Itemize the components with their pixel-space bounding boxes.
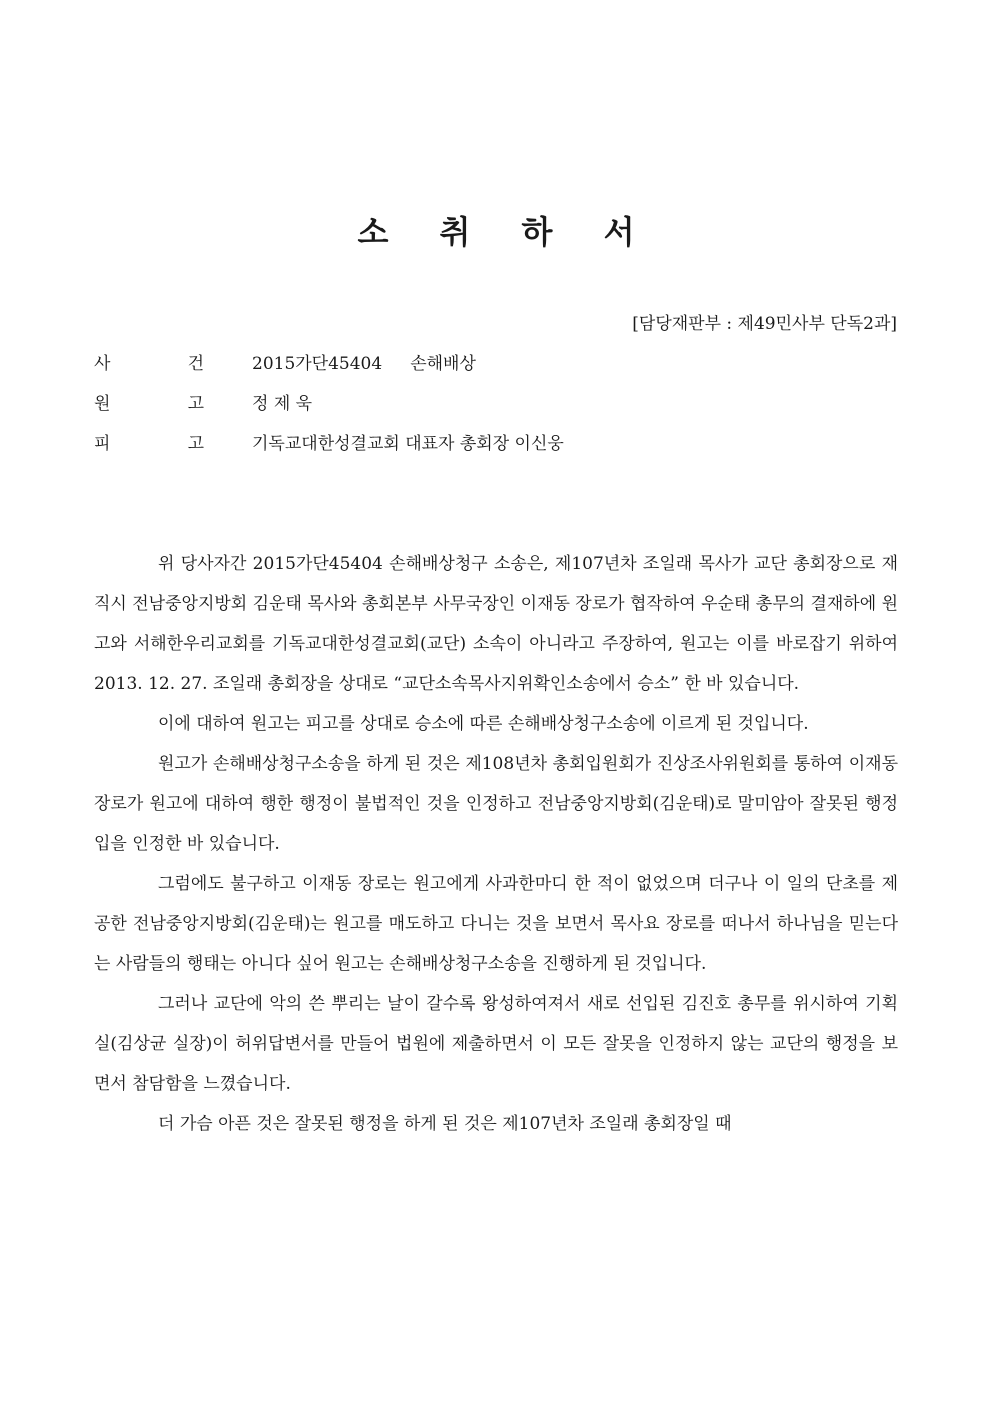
defendant-row — [94, 424, 904, 464]
paragraph: 원고가 손해배상청구소송을 하게 된 것은 제108년차 총회입원회가 진상조사위원회를 통하여 이재동 장로가 원고에 대하여 행한 행정이 불법적인 것을 인정하고 전남중앙지방회(김운태)로 말미암아 잘못된 행정입을 인정한 바 있습니다. — [94, 754, 898, 854]
plaintiff-name: 정 제 욱 — [252, 394, 313, 414]
case-label: 사 건 — [94, 354, 204, 374]
defendant-name: 기독교대한성결교회 대표자 총회장 이신웅 — [252, 434, 564, 454]
paragraph: 이에 대하여 원고는 피고를 상대로 승소에 따른 손해배상청구소송에 이르게 된 것입니다. — [158, 714, 809, 734]
paragraph: 그러나 교단에 악의 쓴 뿌리는 날이 갈수록 왕성하여져서 새로 선입된 김진호 총무를 위시하여 기획실(김상균 실장)이 허위답변서를 만들어 법원에 제출하면서 이 모든 잘못을 인정하지 않는 교단의 행정을 보면서 참담함을 느꼈습니다. — [94, 994, 898, 1094]
paragraph: 그럼에도 불구하고 이재동 장로는 원고에게 사과한마디 한 적이 없었으며 더구나 이 일의 단초를 제공한 전남중앙지방회(김운태)는 원고를 매도하고 다니는 것을 보면서 목사요 장로를 떠나서 하나님을 믿는다는 사람들의 행태는 아니다 싶어 원고는 손해배상청구소송을 진행하게 된 것입니다. — [94, 874, 898, 974]
defendant-label: 피 고 — [94, 434, 204, 454]
case-name: 손해배상 — [410, 354, 476, 374]
paragraph: 더 가슴 아픈 것은 잘못된 행정을 하게 된 것은 제107년차 조일래 총회장일 때 — [158, 1114, 732, 1134]
case-row — [94, 344, 904, 384]
body-text — [94, 544, 898, 1144]
plaintiff-row — [94, 384, 904, 424]
case-value — [252, 344, 476, 384]
document-title: 소 취 하 서 — [357, 213, 655, 251]
court-reference: [담당재판부 : 제49민사부 단독2과] — [632, 314, 897, 334]
case-number: 2015가단45404 — [252, 354, 383, 374]
plaintiff-label: 원 고 — [94, 394, 204, 414]
paragraph: 위 당사자간 2015가단45404 손해배상청구 소송은, 제107년차 조일래 목사가 교단 총회장으로 재직시 전남중앙지방회 김운태 목사와 총회본부 사무국장인 이재동 장로가 협작하여 우순태 총무의 결재하에 원고와 서해한우리교회를 기독교대한성결교회(교단) 소속이 아니라고 주장하여, 원고는 이를 바로잡기 위하여 2013. 12. 27. 조일래 총회장을 상대로 “교단소속목사지위확인소송에서 승소” 한 바 있습니다. — [94, 554, 898, 694]
